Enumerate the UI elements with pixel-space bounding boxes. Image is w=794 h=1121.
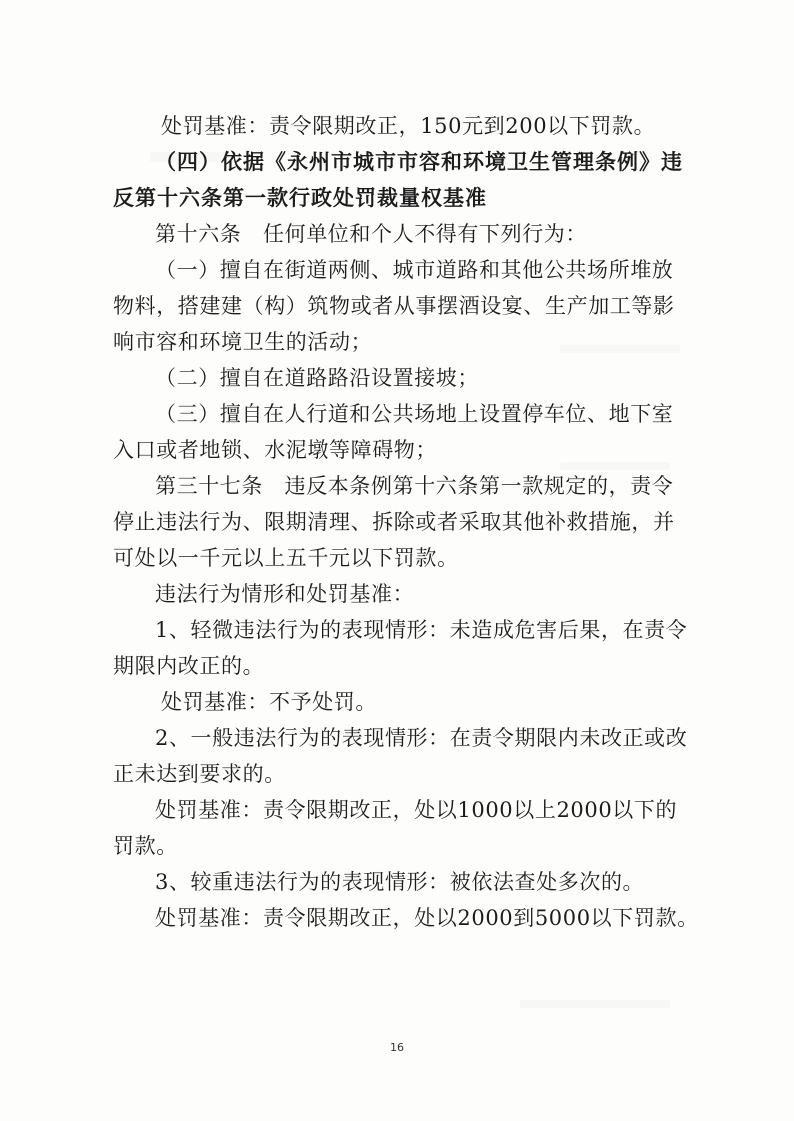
- section-heading: （四）依据《永州市城市市容和环境卫生管理条例》违: [155, 149, 683, 174]
- penalty-line: 处罚基准：责令限期改正，处以2000到5000以下罚款。: [155, 906, 699, 930]
- penalty-line-cont: 罚款。: [113, 834, 178, 858]
- clause-line-cont: 物料，搭建建（构）筑物或者从事摆酒设宴、生产加工等影: [113, 294, 675, 318]
- scan-artifact: [520, 1000, 670, 1008]
- case-line: 2、一般违法行为的表现情形：在责令期限内未改正或改: [155, 726, 688, 750]
- article-line: 第三十七条 违反本条例第十六条第一款规定的，责令: [155, 474, 674, 498]
- paragraph-line: 违法行为情形和处罚基准：: [155, 582, 415, 606]
- paragraph-line: 处罚基准：责令限期改正，150元到200以下罚款。: [161, 114, 656, 138]
- clause-line-cont: 响市容和环境卫生的活动；: [113, 330, 373, 354]
- case-line: 1、轻微违法行为的表现情形：未造成危害后果，在责令: [155, 618, 688, 642]
- clause-line: （三）擅自在人行道和公共场地上设置停车位、地下室: [155, 402, 674, 426]
- section-heading-cont: 反第十六条第一款行政处罚裁量权基准: [113, 185, 487, 210]
- article-line-cont: 停止违法行为、限期清理、拆除或者采取其他补救措施，并: [113, 510, 675, 534]
- clause-line: （二）擅自在道路路沿设置接坡；: [155, 366, 479, 390]
- penalty-line: 处罚基准：不予处罚。: [161, 690, 377, 714]
- case-line: 3、较重违法行为的表现情形：被依法查处多次的。: [155, 870, 645, 894]
- case-line-cont: 期限内改正的。: [113, 654, 265, 678]
- article-line: 第十六条 任何单位和个人不得有下列行为：: [155, 222, 587, 246]
- penalty-line: 处罚基准：责令限期改正，处以1000以上2000以下的: [155, 798, 678, 822]
- clause-line-cont: 入口或者地锁、水泥墩等障碍物；: [113, 438, 437, 462]
- case-line-cont: 正未达到要求的。: [113, 762, 286, 786]
- clause-line: （一）擅自在街道两侧、城市道路和其他公共场所堆放: [155, 258, 674, 282]
- document-body: [113, 108, 699, 936]
- page-number: 16: [390, 1041, 404, 1054]
- article-line-cont: 可处以一千元以上五千元以下罚款。: [113, 546, 459, 570]
